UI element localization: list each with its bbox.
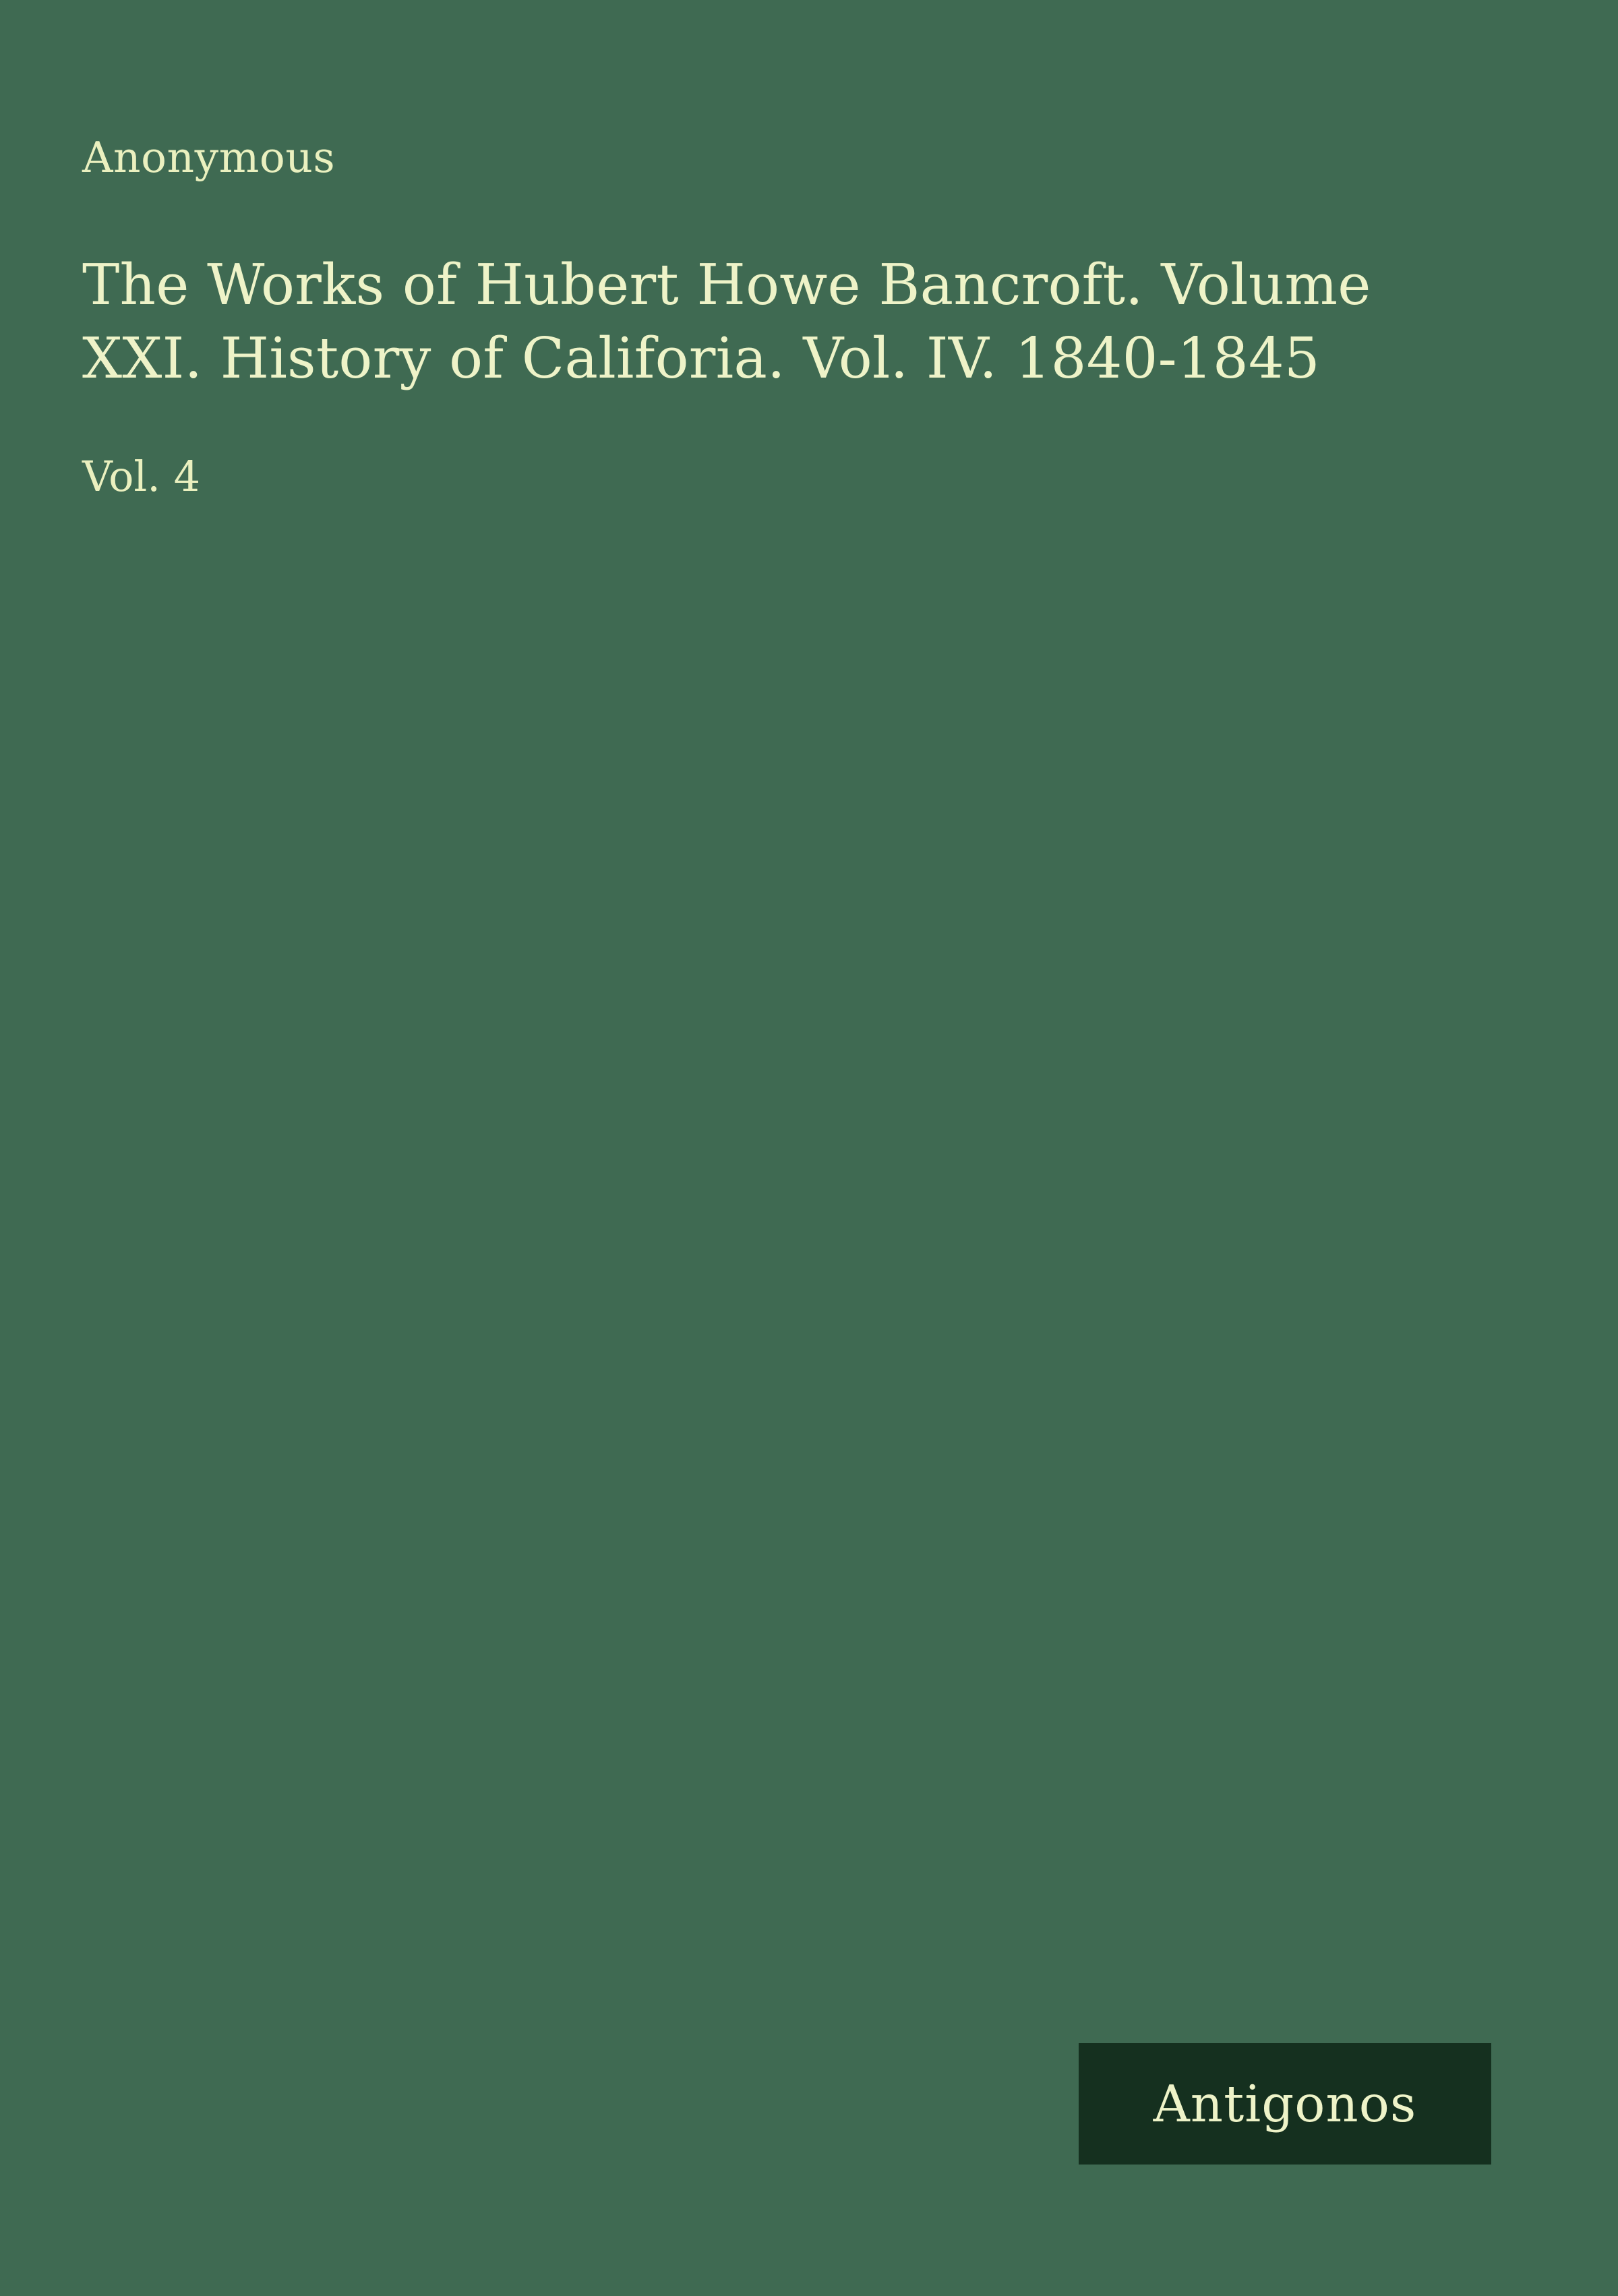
book-subtitle: Vol. 4 — [82, 451, 201, 501]
cover-text-block — [82, 0, 1431, 504]
publisher-name: Antigonos — [1153, 2074, 1417, 2133]
publisher-badge — [1079, 2043, 1491, 2165]
author-name: Anonymous — [82, 133, 336, 182]
book-title: The Works of Hubert Howe Bancroft. Volume XXI. History of Califoria. Vol. IV. 1840-1845 — [82, 252, 1371, 392]
